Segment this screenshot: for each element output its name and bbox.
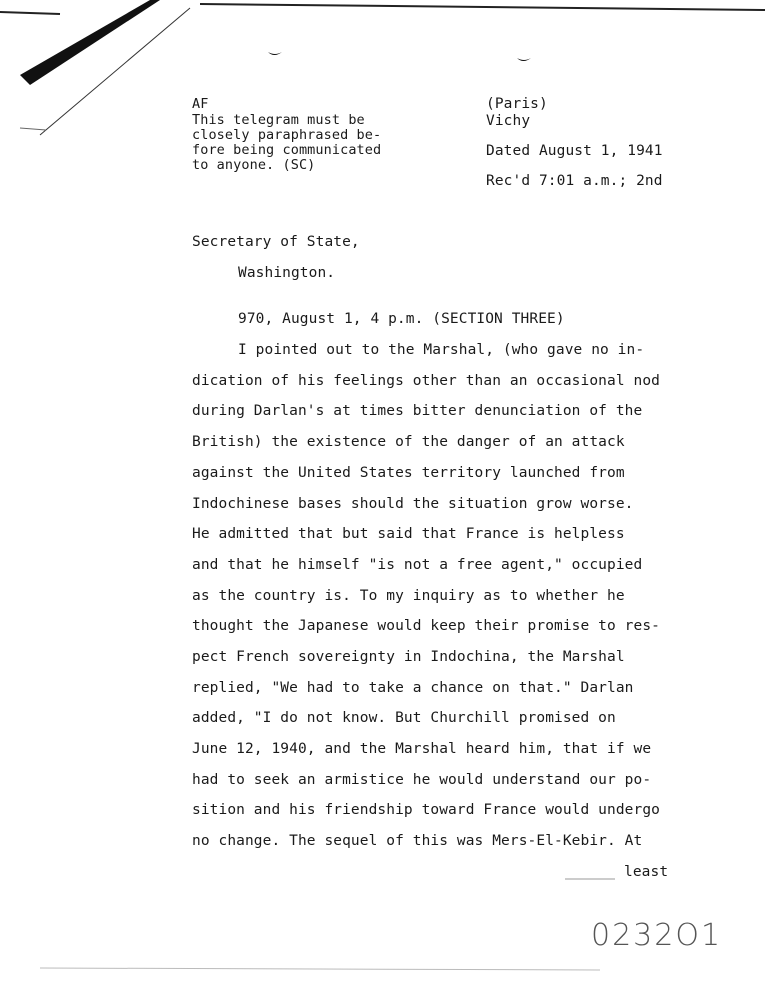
notice-line: This telegram must be bbox=[192, 112, 365, 128]
body-line: dication of his feelings other than an occasional nod bbox=[192, 373, 660, 389]
body-line: and that he himself "is not a free agent," occupied bbox=[192, 557, 643, 573]
punch-mark-right bbox=[517, 58, 531, 61]
catchword: least bbox=[624, 864, 669, 880]
body-line: He admitted that but said that France is helpless bbox=[192, 526, 625, 542]
body-line: no change. The sequel of this was Mers-El-Kebir. At bbox=[192, 833, 643, 849]
addressee-city: Washington. bbox=[238, 265, 336, 281]
addressee-title: Secretary of State, bbox=[192, 234, 360, 250]
left-margin-dash bbox=[20, 128, 46, 130]
body-line: June 12, 1940, and the Marshal heard him, that if we bbox=[192, 741, 652, 757]
body-line: pect French sovereignty in Indochina, the Marshal bbox=[192, 649, 625, 665]
body-line: had to seek an armistice he would understand our po- bbox=[192, 772, 652, 788]
top-edge-line bbox=[200, 4, 765, 10]
body-line: replied, "We had to take a chance on that." Darlan bbox=[192, 680, 634, 696]
body-line: against the United States territory launched from bbox=[192, 465, 625, 481]
bottom-edge-line bbox=[40, 968, 600, 970]
top-left-edge bbox=[0, 12, 60, 14]
telegram-reference: 970, August 1, 4 p.m. (SECTION THREE) bbox=[238, 311, 565, 327]
body-line: I pointed out to the Marshal, (who gave no in- bbox=[238, 342, 645, 358]
handwritten-archive-number: 0232O1 bbox=[591, 918, 723, 953]
origin-vichy: Vichy bbox=[486, 113, 531, 129]
origin-paris: (Paris) bbox=[486, 96, 548, 112]
body-line: thought the Japanese would keep their promise to res- bbox=[192, 618, 660, 634]
date-line: Dated August 1, 1941 bbox=[486, 143, 663, 159]
body-line: sition and his friendship toward France would undergo bbox=[192, 802, 660, 818]
notice-line: to anyone. (SC) bbox=[192, 157, 316, 173]
body-line: added, "I do not know. But Churchill promised on bbox=[192, 710, 616, 726]
routing-code: AF bbox=[192, 96, 209, 112]
punch-mark-left bbox=[268, 52, 282, 55]
body-line: British) the existence of the danger of an attack bbox=[192, 434, 625, 450]
body-line: as the country is. To my inquiry as to whether he bbox=[192, 588, 625, 604]
received-line: Rec'd 7:01 a.m.; 2nd bbox=[486, 173, 663, 189]
body-line: Indochinese bases should the situation grow worse. bbox=[192, 496, 634, 512]
body-line: during Darlan's at times bitter denunciation of the bbox=[192, 403, 643, 419]
notice-line: closely paraphrased be- bbox=[192, 127, 382, 143]
notice-line: fore being communicated bbox=[192, 142, 382, 158]
